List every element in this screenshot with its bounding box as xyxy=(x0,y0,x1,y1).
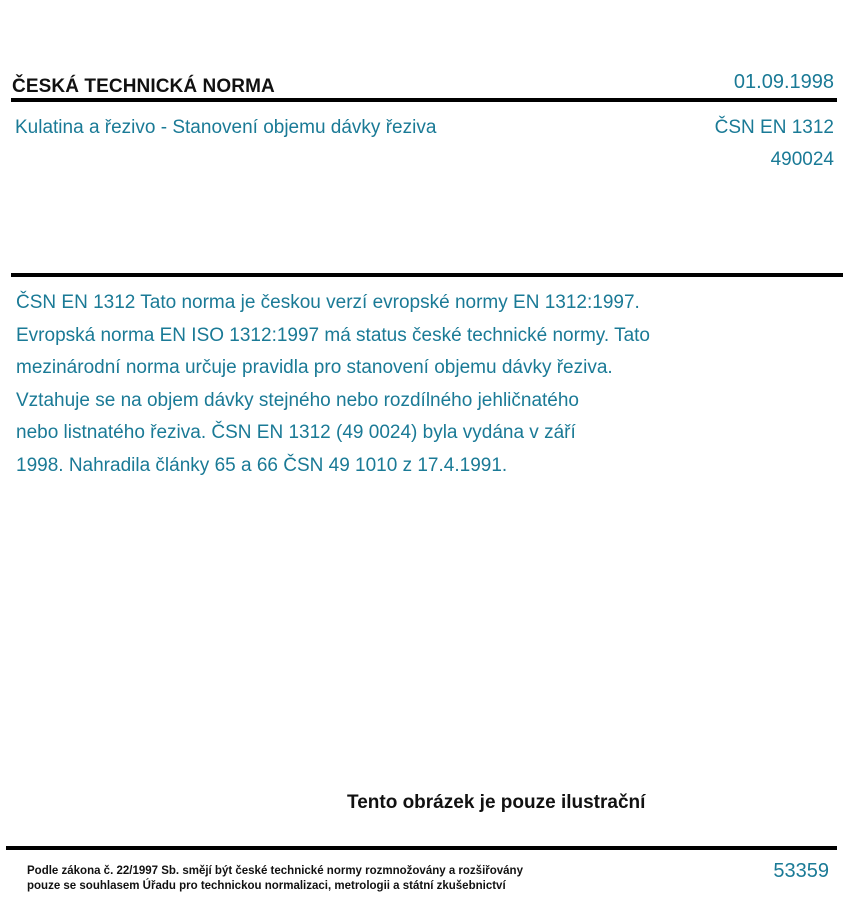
issue-date: 01.09.1998 xyxy=(733,71,834,93)
description-line: nebo listnatého řeziva. ČSN EN 1312 (49 0024) byla vydána v září xyxy=(16,422,576,443)
legal-line: pouze se souhlasem Úřadu pro technickou normalizaci, metrologii a státní zkušebnictví xyxy=(27,880,506,892)
description-line: Vztahuje se na objem dávky stejného nebo rozdílného jehličnatého xyxy=(16,389,579,411)
standard-subject: Kulatina a řezivo - Stanovení objemu dávky řeziva xyxy=(15,117,437,138)
document-id: 53359 xyxy=(773,860,829,882)
document-heading: ČESKÁ TECHNICKÁ NORMA xyxy=(12,76,275,97)
footer-divider xyxy=(6,846,837,850)
standard-description xyxy=(16,287,756,482)
classification-code: 490024 xyxy=(770,149,834,170)
illustration-note: Tento obrázek je pouze ilustrační xyxy=(347,792,646,813)
description-line: Evropská norma EN ISO 1312:1997 má status české technické normy. Tato xyxy=(16,324,650,346)
legal-notice xyxy=(27,864,523,894)
standard-code: ČSN EN 1312 xyxy=(714,117,834,138)
description-line: ČSN EN 1312 Tato norma je českou verzí evropské normy EN 1312:1997. xyxy=(16,292,640,313)
description-line: mezinárodní norma určuje pravidla pro stanovení objemu dávky řeziva. xyxy=(16,357,613,378)
legal-line: Podle zákona č. 22/1997 Sb. smějí být české technické normy rozmnožovány a rozšiřovány xyxy=(27,865,523,877)
header-divider xyxy=(11,98,837,102)
description-line: 1998. Nahradila články 65 a 66 ČSN 49 1010 z 17.4.1991. xyxy=(16,454,508,476)
section-divider xyxy=(11,273,843,277)
